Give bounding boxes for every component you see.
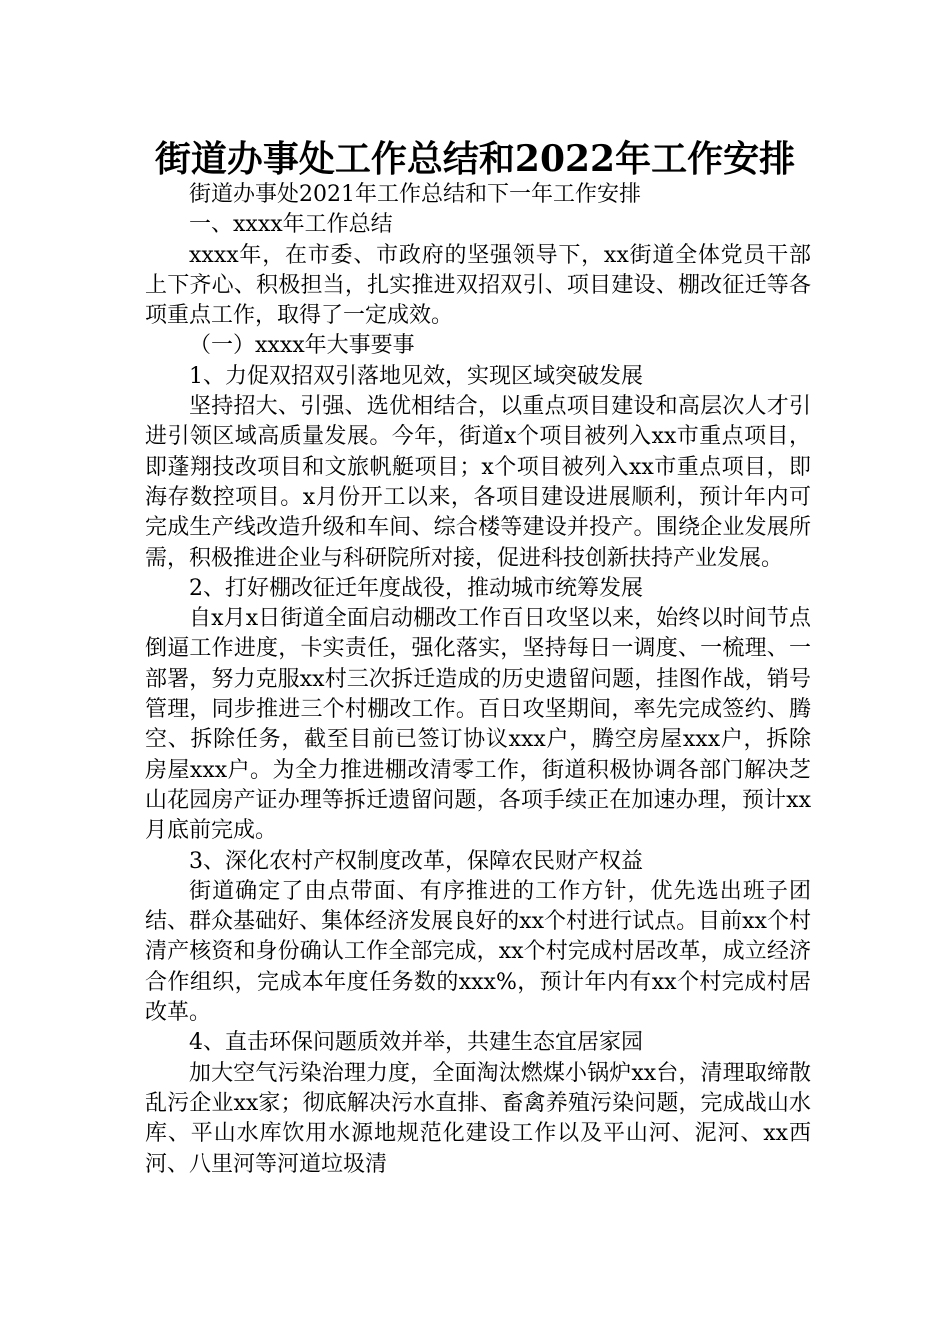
document-body	[145, 180, 811, 1180]
subsection-heading: （一）xxxx年大事要事	[189, 333, 415, 359]
item-heading: 2、打好棚改征迁年度战役，推动城市统筹发展	[189, 575, 643, 601]
item-heading: 4、直击环保问题质效并举，共建生态宜居家园	[189, 1030, 643, 1056]
section-heading: 一、xxxx年工作总结	[189, 212, 393, 238]
body-paragraph: xxxx年，在市委、市政府的坚强领导下，xx街道全体党员干部上下齐心、积极担当，扎实推进双招双引、项目建设、棚改征迁等各项重点工作，取得了一定成效。	[145, 242, 811, 329]
body-paragraph: 自x月x日街道全面启动棚改工作百日攻坚以来，始终以时间节点倒逼工作进度，卡实责任，强化落实，坚持每日一调度、一梳理、一部署，努力克服xx村三次拆迁造成的历史遗留问题，挂图作战，销号管理，同步推进三个村棚改工作。百日攻坚期间，率先完成签约、腾空、拆除任务，截至目前已签订协议xxx户，腾空房屋xxx户，拆除房屋xxx户。为全力推进棚改清零工作，街道积极协调各部门解决芝山花园房产证办理等拆迁遗留问题，各项手续正在加速办理，预计xx月底前完成。	[145, 606, 811, 844]
body-paragraph: 街道确定了由点带面、有序推进的工作方针，优先选出班子团结、群众基础好、集体经济发展良好的xx个村进行试点。目前xx个村清产核资和身份确认工作全部完成，xx个村完成村居改革，成立经济合作组织，完成本年度任务数的xxx%，预计年内有xx个村完成村居改革。	[145, 878, 811, 1026]
item-heading: 3、深化农村产权制度改革，保障农民财产权益	[189, 848, 643, 874]
body-paragraph: 加大空气污染治理力度，全面淘汰燃煤小锅炉xx台，清理取缔散乱污企业xx家；彻底解决污水直排、畜禽养殖污染问题，完成战山水库、平山水库饮用水源地规范化建设工作以及平山河、泥河、xx西河、八里河等河道垃圾清	[145, 1060, 811, 1177]
item-heading: 1、力促双招双引落地见效，实现区域突破发展	[189, 363, 643, 389]
subtitle-paragraph: 街道办事处2021年工作总结和下一年工作安排	[189, 182, 641, 207]
body-paragraph: 坚持招大、引强、选优相结合，以重点项目建设和高层次人才引进引领区域高质量发展。今年，街道x个项目被列入xx市重点项目，即蓬翔技改项目和文旅帆艇项目；x个项目被列入xx市重点项目，即海存数控项目。x月份开工以来，各项目建设进展顺利，预计年内可完成生产线改造升级和车间、综合楼等建设并投产。围绕企业发展所需，积极推进企业与科研院所对接，促进科技创新扶持产业发展。	[145, 394, 811, 571]
document-title: 街道办事处工作总结和2022年工作安排	[154, 138, 796, 180]
